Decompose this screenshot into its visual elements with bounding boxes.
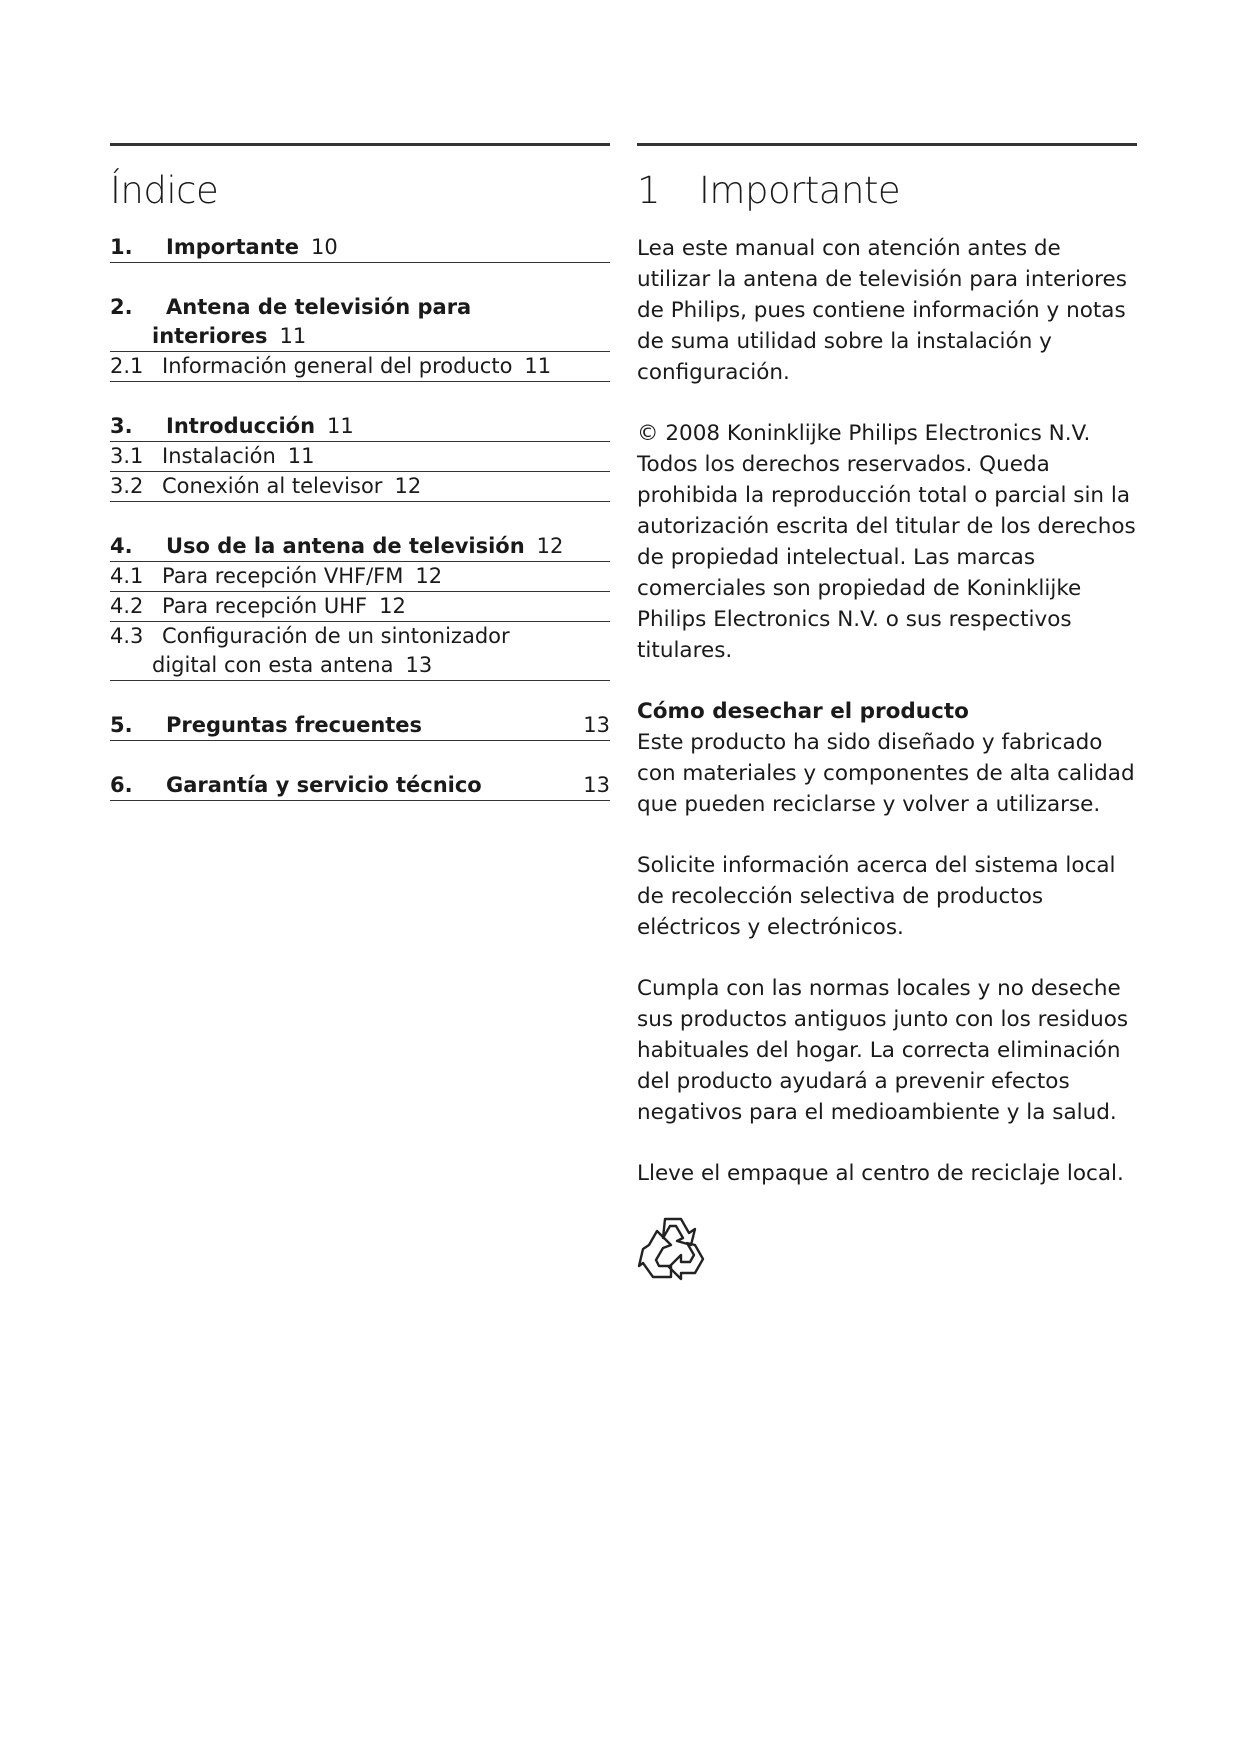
toc-sub-title: Conexión al televisor <box>162 474 383 498</box>
copyright-paragraph: © 2008 Koninklijke Philips Electronics N.V. Todos los derechos reservados. Queda prohibida la reproducción total o parcial sin la autorización escrita del titular de los derechos de propiedad intelectual. Las marcas comerciales son propiedad de Koninklijke Philips Electronics N.V. o sus respectivos titulares. <box>637 421 1136 663</box>
chapter-title-text: Importante <box>699 169 901 212</box>
index-column <box>110 143 610 801</box>
important-column <box>637 143 1137 1287</box>
toc-sub-number: 3.2 <box>110 474 144 498</box>
toc-number: 1. <box>110 235 133 259</box>
toc-section <box>110 233 610 263</box>
table-of-contents <box>110 233 610 801</box>
toc-chapter-row[interactable] <box>110 711 610 741</box>
toc-page: 11 <box>287 444 315 468</box>
toc-chapter-row[interactable] <box>110 532 610 562</box>
toc-page: 12 <box>415 564 443 588</box>
toc-sub-title: Para recepción UHF <box>162 594 368 618</box>
toc-number: 5. <box>110 713 133 737</box>
toc-number: 4. <box>110 534 133 558</box>
toc-page: 12 <box>536 534 564 558</box>
toc-page: 12 <box>379 594 406 618</box>
collection-paragraph: Solicite información acerca del sistema local de recolección selectiva de productos eléctricos y electrónicos. <box>637 853 1116 940</box>
toc-title: Importante <box>166 235 299 259</box>
intro-paragraph: Lea este manual con atención antes de utilizar la antena de televisión para interiores de Philips, pues contiene información y notas de suma utilidad sobre la instalación y configuración. <box>637 236 1127 385</box>
toc-page: 11 <box>279 324 307 348</box>
toc-subsection-row[interactable] <box>110 562 610 592</box>
toc-title: Garantía y servicio técnico <box>166 773 482 797</box>
disposal-heading: Cómo desechar el producto <box>637 699 969 724</box>
toc-section <box>110 293 610 382</box>
toc-number: 3. <box>110 414 133 438</box>
toc-page: 10 <box>310 235 338 259</box>
toc-number: 6. <box>110 773 133 797</box>
disposal-paragraph: Este producto ha sido diseñado y fabricado con materiales y componentes de alta calidad que pueden reciclarse y volver a utilizarse. <box>637 730 1135 817</box>
toc-section <box>110 771 610 801</box>
toc-section <box>110 711 610 741</box>
toc-sub-title: Instalación <box>162 444 276 468</box>
packaging-paragraph: Lleve el empaque al centro de reciclaje local. <box>637 1161 1124 1186</box>
toc-title: Uso de la antena de televisión <box>166 534 525 558</box>
toc-chapter-row[interactable] <box>110 233 610 263</box>
toc-subsection-row[interactable] <box>110 352 610 382</box>
toc-subsection-row[interactable] <box>110 592 610 622</box>
index-title: Índice <box>110 169 219 212</box>
toc-page: 11 <box>327 414 354 438</box>
toc-chapter-row[interactable] <box>110 293 610 352</box>
toc-sub-number: 4.1 <box>110 564 144 588</box>
toc-page: 11 <box>524 354 552 378</box>
toc-page: 13 <box>405 653 433 677</box>
recycle-icon <box>637 1213 709 1283</box>
toc-subsection-row[interactable] <box>110 472 610 502</box>
toc-sub-number: 3.1 <box>110 444 144 468</box>
rules-paragraph: Cumpla con las normas locales y no deseche sus productos antiguos junto con los residuos habituales del hogar. La correcta eliminación del producto ayudará a prevenir efectos negativos para el medioambiente y la salud. <box>637 976 1129 1125</box>
toc-page: 12 <box>394 474 422 498</box>
toc-title: Introducción <box>166 414 316 438</box>
toc-sub-title: Configuración de un sintonizador <box>162 624 510 648</box>
top-rule <box>637 143 1137 146</box>
toc-sub-title-cont: digital con esta antena <box>152 653 394 677</box>
chapter-title <box>637 169 1137 212</box>
toc-subsection-row[interactable] <box>110 622 610 681</box>
toc-sub-title: Información general del producto <box>162 354 513 378</box>
toc-sub-title: Para recepción VHF/FM <box>162 564 404 588</box>
toc-page: 13 <box>583 713 610 737</box>
toc-subsection-row[interactable] <box>110 442 610 472</box>
toc-title: Antena de televisión para <box>166 295 472 319</box>
toc-chapter-row[interactable] <box>110 771 610 801</box>
toc-sub-number: 2.1 <box>110 354 144 378</box>
toc-number: 2. <box>110 295 133 319</box>
toc-title: Preguntas frecuentes <box>166 713 423 737</box>
toc-section <box>110 412 610 502</box>
toc-page: 13 <box>583 773 610 797</box>
chapter-number: 1 <box>637 169 661 212</box>
toc-chapter-row[interactable] <box>110 412 610 442</box>
top-rule <box>110 143 610 146</box>
toc-title-cont: interiores <box>152 324 268 348</box>
toc-section <box>110 532 610 681</box>
toc-sub-number: 4.2 <box>110 594 144 618</box>
toc-sub-number: 4.3 <box>110 624 144 648</box>
